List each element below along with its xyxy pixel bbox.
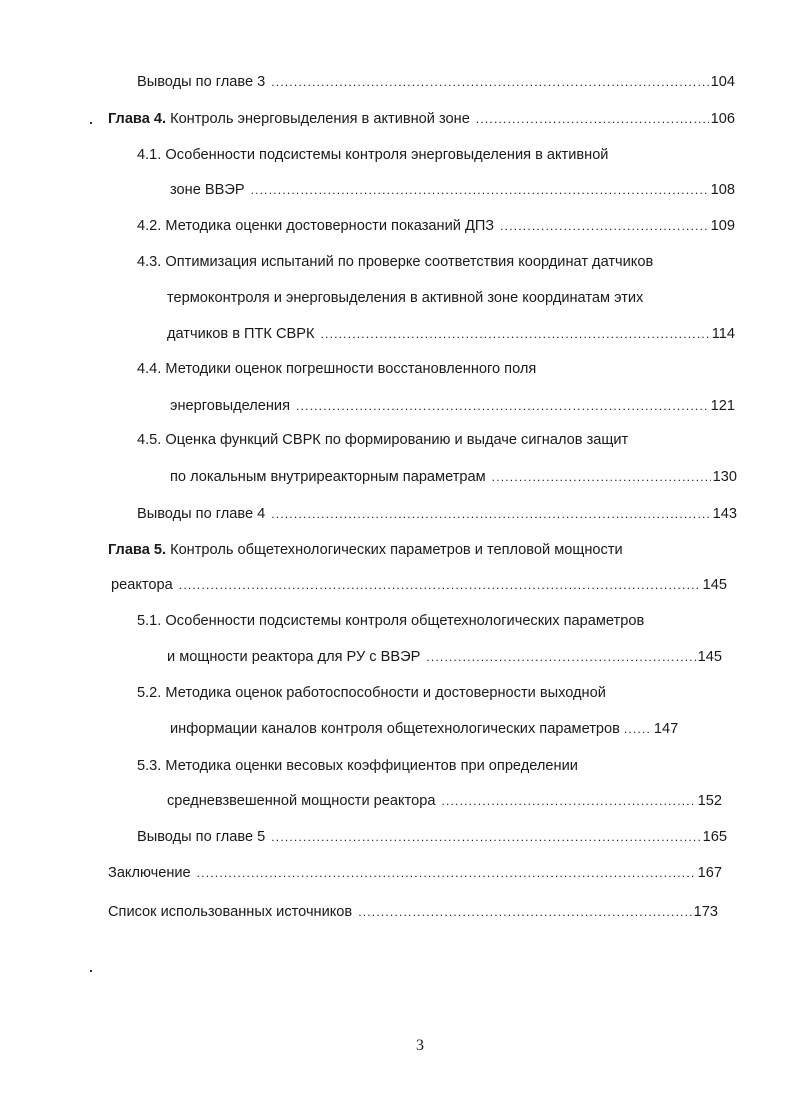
- toc-entry: [108, 902, 718, 922]
- dot-leader: [624, 719, 652, 739]
- toc-entry: [137, 252, 653, 272]
- dot-leader: [476, 109, 709, 129]
- toc-entry-title: энерговыделения: [170, 398, 290, 414]
- page-number: 3: [416, 1037, 424, 1054]
- toc-chapter-entry: [108, 540, 623, 560]
- toc-entry-title: термоконтроля и энерговыделения в активной зоне координатам этих: [167, 290, 644, 306]
- toc-page-number: 173: [693, 904, 718, 920]
- toc-entry: [167, 647, 722, 667]
- toc-entry-title: информации каналов контроля общетехнологических параметров: [170, 721, 620, 737]
- toc-entry-title: датчиков в ПТК СВРК: [167, 326, 315, 342]
- toc-entry: [167, 791, 722, 811]
- toc-entry-title: средневзвешенной мощности реактора: [167, 793, 436, 809]
- toc-entry-title: 5.2. Методика оценок работоспособности и достоверности выходной: [137, 685, 606, 701]
- toc-page-number: 147: [653, 721, 679, 737]
- toc-entry: [137, 504, 737, 524]
- toc-entry: [170, 467, 737, 487]
- toc-page-number: 114: [711, 326, 735, 342]
- toc-page-number: 167: [697, 865, 722, 881]
- toc-entry-title: Контроль общетехнологических параметров и тепловой мощности: [170, 542, 623, 558]
- toc-entry-title: Заключение: [108, 865, 191, 881]
- dot-leader: [179, 575, 701, 595]
- toc-entry-title: 4.3. Оптимизация испытаний по проверке соответствия координат датчиков: [137, 254, 654, 270]
- toc-page-number: 121: [710, 398, 735, 414]
- toc-entry: [170, 180, 735, 200]
- dot-leader: [271, 72, 708, 92]
- toc-page-number: 109: [710, 218, 735, 234]
- toc-page-number: 104: [710, 74, 735, 90]
- toc-entry: [137, 359, 536, 379]
- toc-page-number: 152: [697, 793, 722, 809]
- toc-entry: [137, 683, 606, 703]
- toc-page-number: 145: [697, 649, 722, 665]
- dot-leader: [426, 647, 695, 667]
- dot-leader: [271, 504, 710, 524]
- toc-chapter-entry: [108, 109, 735, 129]
- toc-entry-title: Выводы по главе 4: [137, 506, 266, 522]
- toc-entry: [111, 575, 727, 595]
- toc-page-number: 106: [710, 111, 735, 127]
- dot-leader: [358, 902, 691, 922]
- scan-speck: [90, 122, 92, 124]
- toc-page-number: 165: [702, 829, 727, 845]
- dot-leader: [271, 827, 700, 847]
- toc-entry-title: 5.1. Особенности подсистемы контроля общетехнологических параметров: [137, 613, 645, 629]
- toc-entry-title: Выводы по главе 3: [137, 74, 266, 90]
- toc-page-number: 108: [710, 182, 735, 198]
- toc-entry-title: и мощности реактора для РУ с ВВЭР: [167, 649, 421, 665]
- dot-leader: [492, 467, 711, 487]
- toc-entry-title: по локальным внутриреакторным параметрам: [170, 469, 486, 485]
- dot-leader: [321, 324, 710, 344]
- toc-entry: [137, 430, 628, 450]
- toc-page-number: 143: [712, 506, 737, 522]
- toc-entry: [170, 396, 735, 416]
- dot-leader: [197, 863, 696, 883]
- chapter-label: Глава 5.: [108, 542, 167, 558]
- scan-speck: [90, 970, 92, 972]
- toc-entry-title: 4.1. Особенности подсистемы контроля энерговыделения в активной: [137, 147, 609, 163]
- chapter-label: Глава 4.: [108, 111, 167, 127]
- dot-leader: [296, 396, 709, 416]
- toc-entry: [170, 719, 724, 739]
- dot-leader: [251, 180, 709, 200]
- dot-leader: [500, 216, 709, 236]
- toc-entry-title: 5.3. Методика оценки весовых коэффициентов при определении: [137, 758, 578, 774]
- toc-entry: [167, 288, 643, 308]
- toc-entry-title: Контроль энерговыделения в активной зоне: [170, 111, 470, 127]
- toc-entry: [167, 324, 735, 344]
- toc-page-number: 145: [702, 577, 727, 593]
- toc-entry: [137, 827, 727, 847]
- toc-page-number: 130: [712, 469, 737, 485]
- toc-entry-title: 4.4. Методики оценок погрешности восстановленного поля: [137, 361, 537, 377]
- dot-leader: [441, 791, 695, 811]
- toc-entry: [137, 72, 735, 92]
- toc-entry-title: 4.5. Оценка функций СВРК по формированию и выдаче сигналов защит: [137, 432, 629, 448]
- toc-entry-title: реактора: [111, 577, 173, 593]
- toc-entry: [137, 756, 578, 776]
- toc-entry-title: 4.2. Методика оценки достоверности показаний ДПЗ: [137, 218, 495, 234]
- toc-entry: [108, 863, 722, 883]
- toc-entry: [137, 611, 644, 631]
- toc-entry-title: зоне ВВЭР: [170, 182, 245, 198]
- toc-entry-title: Выводы по главе 5: [137, 829, 266, 845]
- toc-entry: [137, 145, 608, 165]
- toc-entry: [137, 216, 735, 236]
- toc-entry-title: Список использованных источников: [108, 904, 353, 920]
